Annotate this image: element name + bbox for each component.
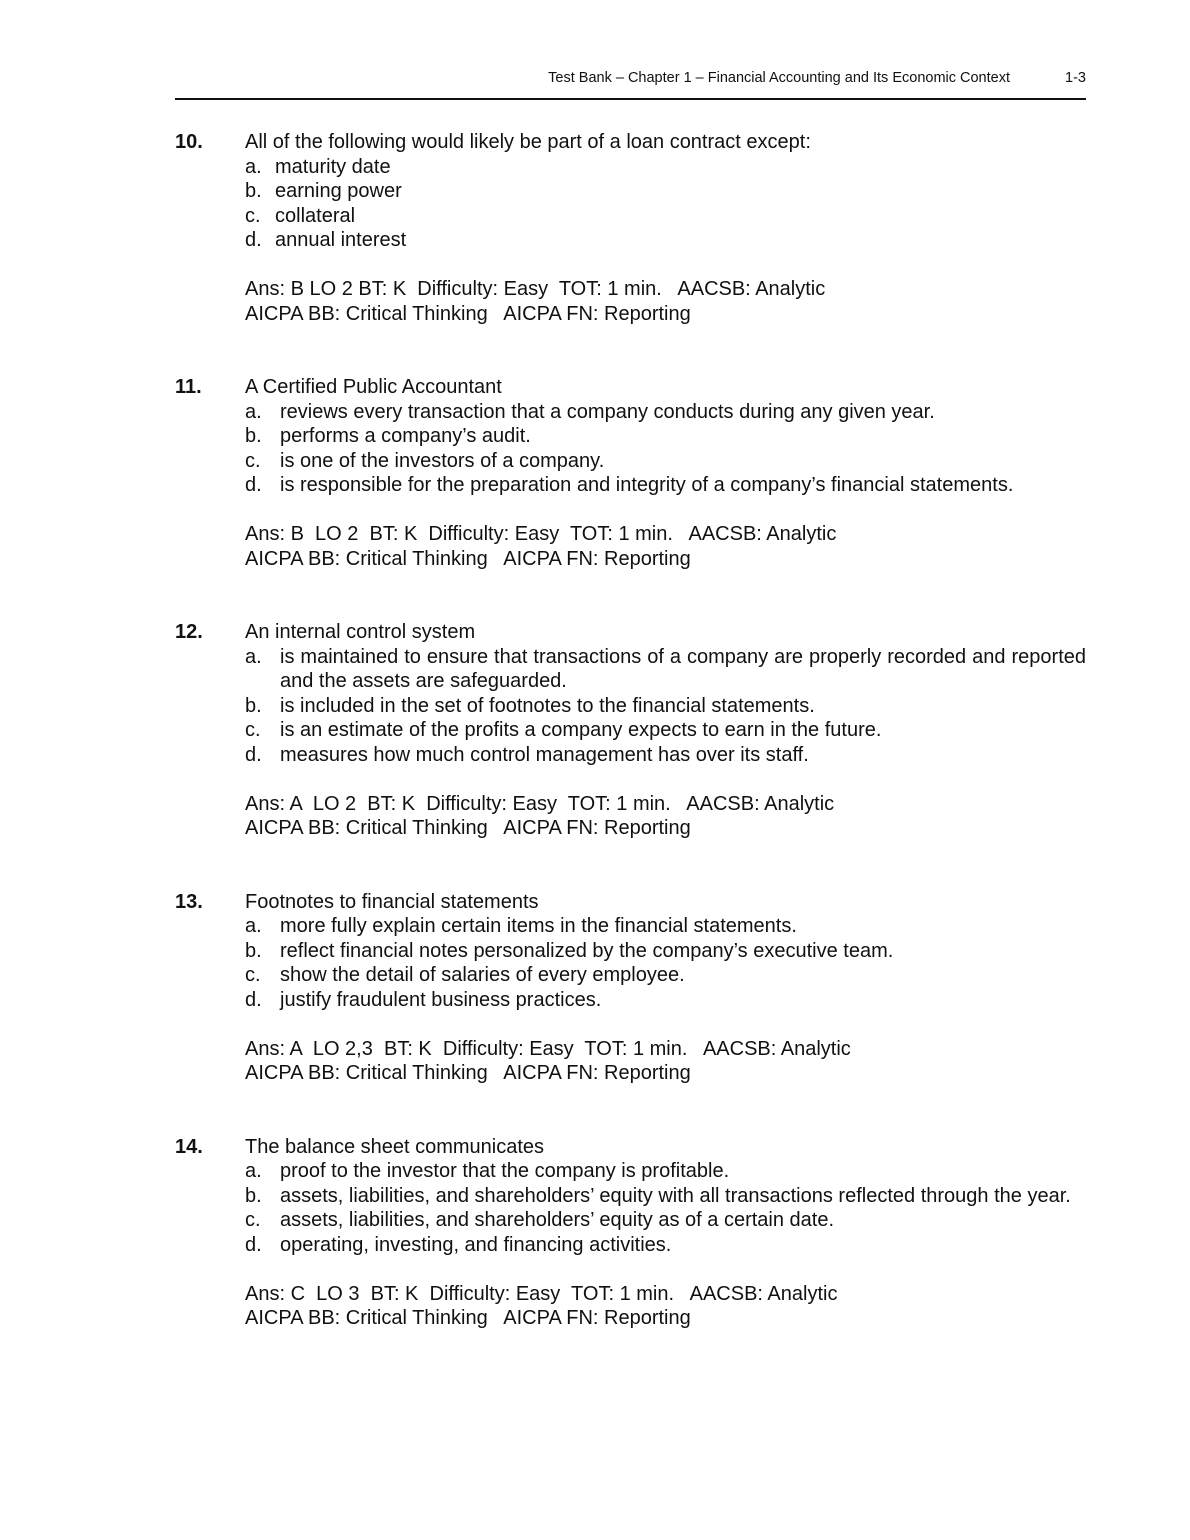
option-text: reviews every transaction that a company conducts during any given year. bbox=[280, 400, 935, 423]
question-11 bbox=[175, 375, 1086, 571]
answer-key: Ans: B LO 2 BT: K Difficulty: Easy TOT: 1 min. AACSB: Analytic bbox=[245, 278, 826, 300]
question-body bbox=[245, 375, 1086, 571]
option-letter: b. bbox=[245, 939, 262, 962]
question-body bbox=[245, 890, 1086, 1086]
question-number: 10. bbox=[175, 131, 203, 153]
option-d bbox=[245, 473, 1086, 498]
answer-aicpa: AICPA BB: Critical Thinking AICPA FN: Reporting bbox=[245, 1062, 691, 1084]
question-number: 14. bbox=[175, 1135, 203, 1158]
option-text: reflect financial notes personalized by the company’s executive team. bbox=[280, 939, 894, 962]
option-text: justify fraudulent business practices. bbox=[280, 988, 602, 1011]
option-a bbox=[245, 914, 1086, 939]
question-number: 11. bbox=[175, 376, 202, 398]
option-letter: d. bbox=[245, 743, 262, 766]
question-stem: All of the following would likely be part of a loan contract except: bbox=[245, 131, 811, 153]
option-letter: b. bbox=[245, 180, 262, 202]
question-13 bbox=[175, 890, 1086, 1086]
option-text: maturity date bbox=[275, 155, 391, 178]
page-header bbox=[175, 68, 1086, 100]
option-d bbox=[245, 1233, 1086, 1258]
question-number: 12. bbox=[175, 621, 203, 643]
option-letter: d. bbox=[245, 474, 262, 496]
option-c bbox=[245, 718, 1086, 743]
option-text: is maintained to ensure that transactions of a company are properly recorded and reported and the assets are safeguarded. bbox=[280, 645, 1086, 692]
answer-key: Ans: A LO 2,3 BT: K Difficulty: Easy TOT: 1 min. AACSB: Analytic bbox=[245, 1037, 851, 1060]
option-letter: a. bbox=[245, 915, 262, 937]
option-b bbox=[245, 424, 1086, 449]
option-a bbox=[245, 1159, 1086, 1184]
option-list bbox=[245, 645, 1086, 768]
option-c bbox=[245, 449, 1086, 474]
option-text: annual interest bbox=[275, 229, 407, 251]
option-letter: d. bbox=[245, 229, 262, 251]
option-letter: b. bbox=[245, 694, 262, 717]
question-stem: An internal control system bbox=[245, 621, 476, 643]
option-text: collateral bbox=[275, 204, 356, 227]
header-page-number: 1-3 bbox=[1065, 70, 1086, 86]
option-text: is responsible for the preparation and integrity of a company’s financial statements. bbox=[280, 474, 1014, 496]
option-b bbox=[245, 1184, 1086, 1209]
answer-key: Ans: C LO 3 BT: K Difficulty: Easy TOT: 1 min. AACSB: Analytic bbox=[245, 1282, 838, 1305]
option-b bbox=[245, 694, 1086, 719]
answer-block bbox=[245, 1037, 1086, 1086]
option-a bbox=[245, 400, 1086, 425]
option-letter: c. bbox=[245, 719, 261, 741]
option-letter: d. bbox=[245, 1233, 262, 1256]
question-12 bbox=[175, 620, 1086, 841]
option-text: earning power bbox=[275, 180, 402, 202]
option-list bbox=[245, 400, 1086, 498]
option-text: assets, liabilities, and shareholders’ equity as of a certain date. bbox=[280, 1209, 835, 1231]
answer-aicpa: AICPA BB: Critical Thinking AICPA FN: Reporting bbox=[245, 547, 691, 570]
option-letter: c. bbox=[245, 204, 261, 227]
question-stem: Footnotes to financial statements bbox=[245, 890, 539, 913]
option-letter: b. bbox=[245, 1184, 262, 1207]
header-title: Test Bank – Chapter 1 – Financial Accounting and Its Economic Context bbox=[548, 70, 1010, 86]
option-d bbox=[245, 228, 1086, 253]
option-letter: c. bbox=[245, 449, 261, 472]
option-text: is one of the investors of a company. bbox=[280, 449, 605, 472]
option-c bbox=[245, 1208, 1086, 1233]
option-letter: d. bbox=[245, 988, 262, 1011]
option-text: operating, investing, and financing activities. bbox=[280, 1233, 672, 1256]
option-text: is included in the set of footnotes to the financial statements. bbox=[280, 694, 815, 717]
answer-key: Ans: B LO 2 BT: K Difficulty: Easy TOT: 1 min. AACSB: Analytic bbox=[245, 523, 837, 545]
option-b bbox=[245, 939, 1086, 964]
option-c bbox=[245, 963, 1086, 988]
option-d bbox=[245, 988, 1086, 1013]
question-14 bbox=[175, 1135, 1086, 1331]
option-text: performs a company’s audit. bbox=[280, 425, 531, 447]
option-list bbox=[245, 914, 1086, 1012]
option-text: proof to the investor that the company is profitable. bbox=[280, 1160, 730, 1182]
option-letter: a. bbox=[245, 400, 262, 423]
question-body bbox=[245, 130, 1086, 326]
question-body bbox=[245, 620, 1086, 841]
answer-aicpa: AICPA BB: Critical Thinking AICPA FN: Reporting bbox=[245, 817, 691, 839]
question-10 bbox=[175, 130, 1086, 326]
option-text: measures how much control management has over its staff. bbox=[280, 743, 809, 766]
question-list bbox=[175, 130, 1086, 1380]
option-list bbox=[245, 155, 1086, 253]
option-b bbox=[245, 179, 1086, 204]
question-number: 13. bbox=[175, 890, 203, 913]
option-letter: a. bbox=[245, 1160, 262, 1182]
answer-key: Ans: A LO 2 BT: K Difficulty: Easy TOT: 1 min. AACSB: Analytic bbox=[245, 792, 835, 815]
option-letter: b. bbox=[245, 425, 262, 447]
option-letter: c. bbox=[245, 964, 261, 986]
question-body bbox=[245, 1135, 1086, 1331]
question-stem: The balance sheet communicates bbox=[245, 1135, 545, 1158]
answer-block bbox=[245, 792, 1086, 841]
option-text: more fully explain certain items in the financial statements. bbox=[280, 915, 797, 937]
option-list bbox=[245, 1159, 1086, 1257]
option-d bbox=[245, 743, 1086, 768]
option-text: show the detail of salaries of every employee. bbox=[280, 964, 685, 986]
answer-block bbox=[245, 1282, 1086, 1331]
answer-aicpa: AICPA BB: Critical Thinking AICPA FN: Reporting bbox=[245, 1307, 691, 1329]
option-letter: a. bbox=[245, 645, 262, 668]
option-a bbox=[245, 645, 1086, 694]
option-text: assets, liabilities, and shareholders’ equity with all transactions reflected through the year. bbox=[280, 1184, 1071, 1207]
answer-aicpa: AICPA BB: Critical Thinking AICPA FN: Reporting bbox=[245, 302, 691, 325]
option-letter: a. bbox=[245, 155, 262, 178]
option-letter: c. bbox=[245, 1209, 261, 1231]
answer-block bbox=[245, 522, 1086, 571]
answer-block bbox=[245, 277, 1086, 326]
option-text: is an estimate of the profits a company expects to earn in the future. bbox=[280, 719, 882, 741]
option-c bbox=[245, 204, 1086, 229]
question-stem: A Certified Public Accountant bbox=[245, 376, 502, 398]
option-a bbox=[245, 155, 1086, 180]
